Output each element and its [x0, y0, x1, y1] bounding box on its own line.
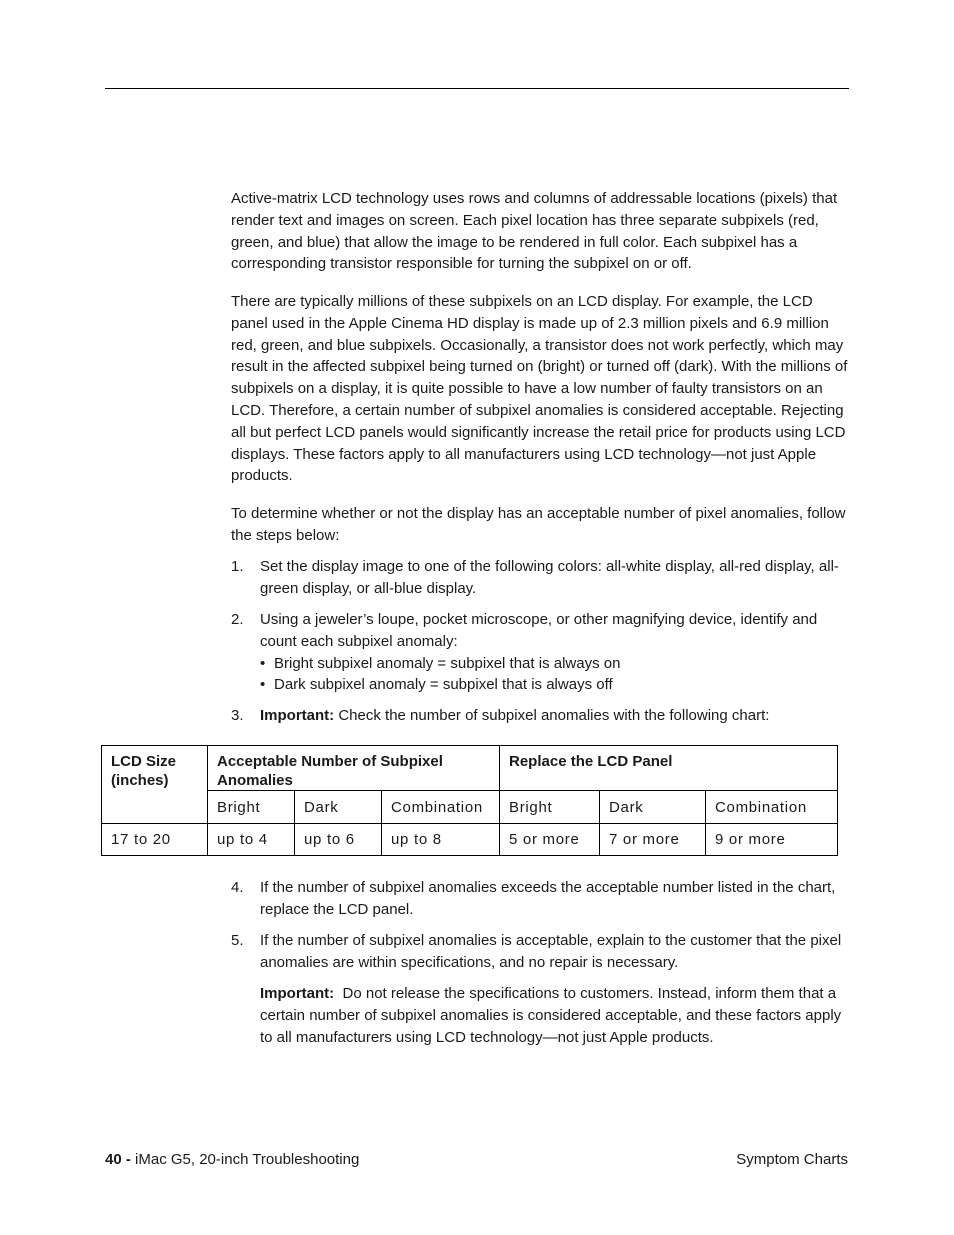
bullet-item — [260, 674, 849, 696]
important-label: Important: — [260, 707, 335, 724]
step-number: 5. — [231, 932, 244, 949]
table-cell: up to 4 — [208, 824, 295, 856]
step-number: 1. — [231, 558, 244, 575]
table-cell: up to 8 — [382, 824, 500, 856]
step-text: Check the number of subpixel anomalies with the following chart: — [334, 707, 770, 724]
note-text: Do not release the specifications to customers. Instead, inform them that a certain number of subpixel anomalies is considered acceptable, and these factors apply to all manufacturers using LCD technology—not just Apple products. — [260, 985, 846, 1046]
step-3 — [231, 705, 849, 727]
page-number: 40 - — [105, 1151, 131, 1168]
important-note — [260, 983, 850, 1048]
header-replace: Replace the LCD Panel — [500, 746, 838, 791]
footer-left — [105, 1150, 359, 1170]
important-label: Important: — [260, 985, 335, 1002]
step-2 — [231, 609, 849, 696]
step-text: Set the display image to one of the following colors: all-white display, all-red display, all-green display, or all-blue display. — [260, 558, 839, 597]
table-cell-size: 17 to 20 — [102, 824, 208, 856]
table-header-row — [102, 746, 838, 791]
step-text: Using a jeweler’s loupe, pocket microscope, or other magnifying device, identify and count each subpixel anomaly: — [260, 611, 818, 650]
step-text: If the number of subpixel anomalies exceeds the acceptable number listed in the chart, replace the LCD panel. — [260, 879, 836, 918]
subheader-cell: Bright — [208, 791, 295, 824]
subheader-cell: Combination — [382, 791, 500, 824]
bullet-icon: • — [260, 676, 266, 694]
header-rule — [105, 88, 849, 89]
step-number: 3. — [231, 707, 244, 724]
steps-intro-paragraph: To determine whether or not the display has an acceptable number of pixel anomalies, follow the steps below: — [231, 505, 846, 544]
table-cell: up to 6 — [295, 824, 382, 856]
section-title: Symptom Charts — [736, 1151, 848, 1168]
pixel-anomaly-table — [101, 745, 838, 856]
subheader-cell: Bright — [500, 791, 600, 824]
header-acceptable: Acceptable Number of Subpixel Anomalies — [208, 746, 500, 791]
bullet-item — [260, 653, 849, 675]
subpixel-paragraph: There are typically millions of these subpixels on an LCD display. For example, the LCD panel used in the Apple Cinema HD display is made up of 2.3 million pixels and 6.9 million red, green, and blue subpixels. Occasionally, a transistor does not work perfectly, which may result in the affected subpixel being turned on (bright) or turned off (dark). With the millions of subpixels on a display, it is quite possible to have a low number of faulty transistors on an LCD. Therefore, a certain number of subpixel anomalies is considered acceptable. Rejecting all but perfect LCD panels would significantly increase the retail price for products using LCD displays. These factors apply to all manufacturers using LCD technology—not just Apple products. — [231, 293, 848, 485]
bullet-text: Dark subpixel anomaly = subpixel that is always off — [274, 676, 613, 694]
document-title: iMac G5, 20-inch Troubleshooting — [130, 1151, 360, 1168]
step-4 — [231, 877, 849, 921]
bullet-text: Bright subpixel anomaly = subpixel that is always on — [274, 654, 621, 672]
subheader-cell: Dark — [295, 791, 382, 824]
table-cell: 7 or more — [600, 824, 706, 856]
table-cell: 9 or more — [706, 824, 838, 856]
intro-paragraph: Active-matrix LCD technology uses rows and columns of addressable locations (pixels) that render text and images on screen. Each pixel location has three separate subpixels (red, green, and blue) that allow the image to be rendered in full color. Each subpixel has a corresponding transistor responsible for turning the subpixel on or off. — [231, 190, 838, 273]
step-number: 4. — [231, 879, 244, 896]
bullet-icon: • — [260, 654, 266, 672]
table-cell: 5 or more — [500, 824, 600, 856]
subheader-cell: Combination — [706, 791, 838, 824]
step-1 — [231, 556, 849, 600]
step-content — [260, 609, 849, 696]
step-content — [260, 705, 849, 727]
step-number: 2. — [231, 611, 244, 628]
step-5 — [231, 930, 849, 974]
table-row — [102, 824, 838, 856]
step-text: If the number of subpixel anomalies is acceptable, explain to the customer that the pixel anomalies are within specifications, and no repair is necessary. — [260, 932, 842, 971]
subheader-cell: Dark — [600, 791, 706, 824]
header-lcd-size: LCD Size (inches) — [102, 746, 208, 824]
table-subheader-row — [102, 791, 838, 824]
